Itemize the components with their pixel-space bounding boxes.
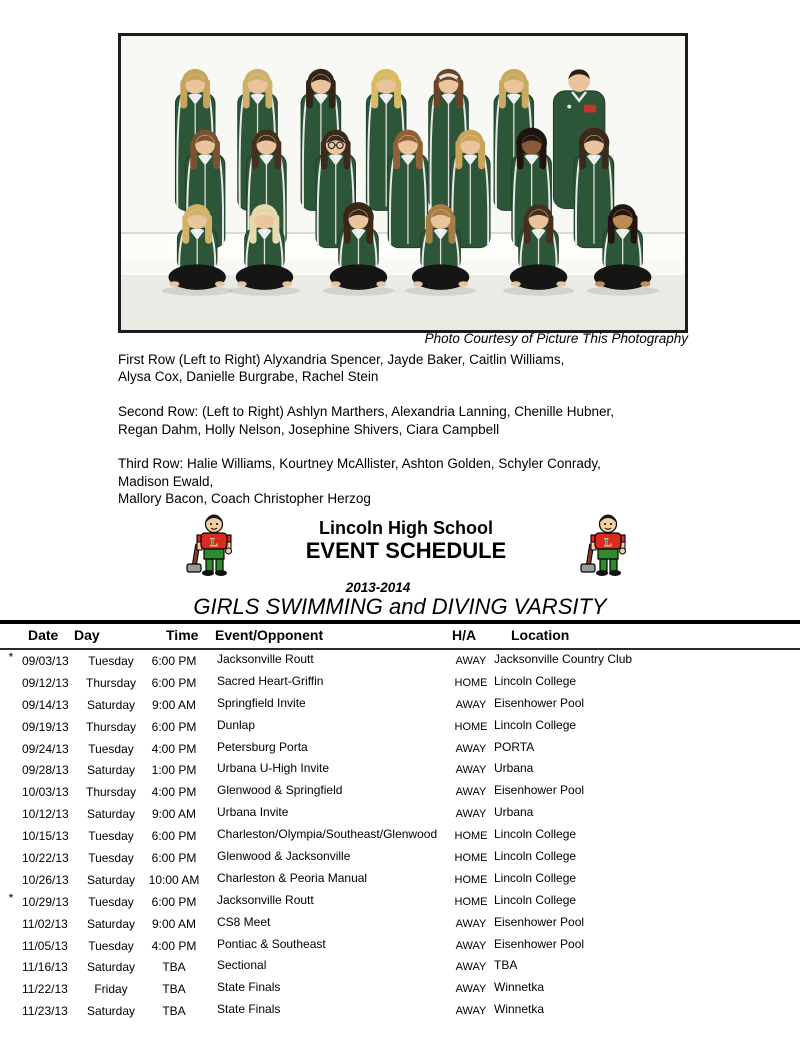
schedule-row — [0, 847, 800, 869]
svg-text:L: L — [603, 535, 613, 549]
cell-time: 6:00 PM — [151, 894, 197, 909]
cell-home-away: AWAY — [455, 808, 487, 821]
cell-time: 1:00 PM — [151, 763, 197, 778]
cell-day: Tuesday — [88, 894, 134, 909]
cell-day: Saturday — [86, 1004, 136, 1019]
cell-home-away: AWAY — [455, 742, 487, 755]
cell-event-opponent: Urbana U-High Invite — [217, 761, 330, 776]
schedule-row — [0, 650, 800, 672]
cell-time: 10:00 AM — [148, 872, 200, 887]
cell-time: TBA — [162, 982, 186, 997]
cell-event-opponent: Glenwood & Springfield — [217, 783, 343, 798]
cell-location: Winnetka — [494, 1002, 545, 1017]
cell-day: Saturday — [86, 807, 136, 822]
conference-marker: * — [8, 649, 14, 664]
column-header-date: Date — [28, 627, 59, 643]
cell-day: Friday — [94, 982, 128, 997]
cell-home-away: AWAY — [455, 654, 487, 667]
cell-time: 9:00 AM — [151, 697, 197, 712]
cell-date: 10/29/13 — [22, 894, 69, 909]
cell-event-opponent: Glenwood & Jacksonville — [217, 848, 351, 863]
schedule-row — [0, 759, 800, 781]
schedule-row — [0, 1000, 800, 1022]
cell-event-opponent: CS8 Meet — [217, 914, 271, 929]
cell-home-away: AWAY — [455, 917, 487, 930]
column-header-location: Location — [511, 627, 570, 643]
cell-location: Lincoln College — [494, 827, 577, 842]
cell-home-away: HOME — [454, 720, 488, 733]
roster-text — [118, 351, 698, 525]
team-photo-illustration — [121, 36, 685, 330]
cell-home-away: AWAY — [455, 983, 487, 996]
cell-event-opponent: State Finals — [217, 1002, 281, 1017]
cell-date: 09/28/13 — [22, 763, 69, 778]
cell-time: 6:00 PM — [151, 719, 197, 734]
cell-date: 09/14/13 — [22, 697, 69, 712]
season-label: 2013-2014 — [345, 580, 411, 595]
cell-date: 09/24/13 — [22, 741, 69, 756]
schedule-row — [0, 672, 800, 694]
cell-date: 11/22/13 — [22, 982, 68, 997]
cell-location: Lincoln College — [494, 870, 577, 885]
cell-home-away: HOME — [454, 895, 488, 908]
schedule-row — [0, 891, 800, 913]
cell-event-opponent: Petersburg Porta — [217, 739, 308, 754]
cell-event-opponent: Sacred Heart-Griffin — [217, 673, 324, 688]
cell-date: 10/03/13 — [22, 785, 69, 800]
cell-day: Thursday — [86, 785, 137, 800]
cell-event-opponent: Jacksonville Routt — [217, 892, 314, 907]
cell-event-opponent: Jacksonville Routt — [217, 651, 314, 666]
cell-date: 09/19/13 — [22, 719, 69, 734]
schedule-row — [0, 956, 800, 978]
schedule-row — [0, 825, 800, 847]
roster-paragraph: Second Row: (Left to Right) Ashlyn Marthers, Alexandria Lanning, Chenille Hubner, Regan Dahm, Holly Nelson, Josephine Shivers, Ciara Campbell — [118, 404, 615, 437]
schedule-table-header — [0, 624, 800, 648]
schedule-row — [0, 978, 800, 1000]
photo-caption: Photo Courtesy of Picture This Photography — [424, 331, 688, 346]
cell-home-away: HOME — [454, 851, 488, 864]
cell-home-away: HOME — [454, 873, 488, 886]
cell-location: TBA — [494, 958, 518, 973]
column-header-time: Time — [166, 627, 199, 643]
schedule-row — [0, 694, 800, 716]
cell-location: Urbana — [494, 761, 534, 776]
cell-time: TBA — [162, 960, 186, 975]
cell-home-away: AWAY — [455, 939, 487, 952]
cell-time: 9:00 AM — [151, 807, 197, 822]
schedule-row — [0, 935, 800, 957]
cell-home-away: AWAY — [455, 698, 487, 711]
cell-date: 09/03/13 — [22, 653, 69, 668]
cell-time: 4:00 PM — [151, 785, 197, 800]
cell-location: Eisenhower Pool — [494, 695, 585, 710]
cell-day: Thursday — [86, 719, 137, 734]
cell-location: Jacksonville Country Club — [494, 651, 633, 666]
cell-time: 4:00 PM — [151, 741, 197, 756]
cell-day: Tuesday — [88, 850, 134, 865]
schedule-row — [0, 781, 800, 803]
cell-day: Saturday — [86, 872, 136, 887]
cell-day: Thursday — [86, 675, 137, 690]
schedule-row — [0, 716, 800, 738]
cell-day: Saturday — [86, 960, 136, 975]
cell-location: Winnetka — [494, 980, 545, 995]
cell-time: 9:00 AM — [151, 916, 197, 931]
cell-time: TBA — [162, 1004, 186, 1019]
cell-day: Tuesday — [88, 741, 134, 756]
schedule-table-body — [0, 650, 800, 1022]
cell-event-opponent: Springfield Invite — [217, 695, 306, 710]
cell-time: 6:00 PM — [151, 653, 197, 668]
cell-event-opponent: Pontiac & Southeast — [217, 936, 326, 951]
cell-day: Saturday — [86, 763, 136, 778]
cell-time: 6:00 PM — [151, 675, 197, 690]
cell-event-opponent: Charleston & Peoria Manual — [217, 870, 368, 885]
schedule-row — [0, 913, 800, 935]
team-subtitle: GIRLS SWIMMING and DIVING VARSITY — [193, 594, 607, 619]
cell-day: Saturday — [86, 697, 136, 712]
schedule-row — [0, 738, 800, 760]
cell-date: 11/23/13 — [22, 1004, 68, 1019]
cell-date: 11/02/13 — [22, 916, 68, 931]
cell-date: 10/22/13 — [22, 850, 69, 865]
cell-home-away: HOME — [454, 676, 488, 689]
column-header-home-away: H/A — [452, 627, 477, 643]
cell-time: 6:00 PM — [151, 829, 197, 844]
schedule-row — [0, 869, 800, 891]
cell-event-opponent: Sectional — [217, 958, 267, 973]
cell-day: Tuesday — [88, 829, 134, 844]
cell-location: Lincoln College — [494, 848, 577, 863]
cell-date: 10/15/13 — [22, 829, 69, 844]
cell-day: Saturday — [86, 916, 136, 931]
cell-day: Tuesday — [88, 653, 134, 668]
cell-home-away: AWAY — [455, 1005, 487, 1018]
cell-location: Eisenhower Pool — [494, 914, 585, 929]
cell-event-opponent: State Finals — [217, 980, 281, 995]
column-header-day: Day — [74, 627, 100, 643]
cell-date: 10/12/13 — [22, 807, 69, 822]
cell-time: 4:00 PM — [151, 938, 197, 953]
cell-location: Lincoln College — [494, 673, 577, 688]
cell-location: Lincoln College — [494, 717, 577, 732]
roster-paragraph: First Row (Left to Right) Alyxandria Spencer, Jayde Baker, Caitlin Williams, Alysa Cox, Danielle Burgrabe, Rachel Stein — [118, 352, 565, 385]
cell-event-opponent: Dunlap — [217, 717, 256, 732]
roster-paragraph: Third Row: Halie Williams, Kourtney McAllister, Ashton Golden, Schyler Conrady, Madison Ewald, Mallory Bacon, Coach Christopher Herzog — [118, 456, 601, 507]
cell-day: Tuesday — [88, 938, 134, 953]
conference-marker: * — [8, 890, 14, 905]
cell-date: 09/12/13 — [22, 675, 69, 690]
cell-home-away: HOME — [454, 830, 488, 843]
cell-home-away: AWAY — [455, 786, 487, 799]
cell-home-away: AWAY — [455, 764, 487, 777]
column-header-event-opponent: Event/Opponent — [215, 627, 324, 643]
cell-event-opponent: Charleston/Olympia/Southeast/Glenwood — [217, 827, 438, 842]
school-name: Lincoln High School — [319, 518, 493, 538]
cell-date: 10/26/13 — [22, 872, 69, 887]
cell-date: 11/05/13 — [22, 938, 68, 953]
cell-home-away: AWAY — [455, 961, 487, 974]
svg-text:L: L — [209, 535, 219, 549]
team-photo — [118, 33, 688, 333]
cell-location: Urbana — [494, 805, 534, 820]
cell-date: 11/16/13 — [22, 960, 68, 975]
cell-location: PORTA — [494, 739, 535, 754]
schedule-row — [0, 803, 800, 825]
cell-location: Eisenhower Pool — [494, 783, 585, 798]
cell-event-opponent: Urbana Invite — [217, 805, 289, 820]
cell-location: Lincoln College — [494, 892, 577, 907]
event-schedule-title: EVENT SCHEDULE — [305, 538, 507, 563]
cell-location: Eisenhower Pool — [494, 936, 585, 951]
cell-time: 6:00 PM — [151, 850, 197, 865]
